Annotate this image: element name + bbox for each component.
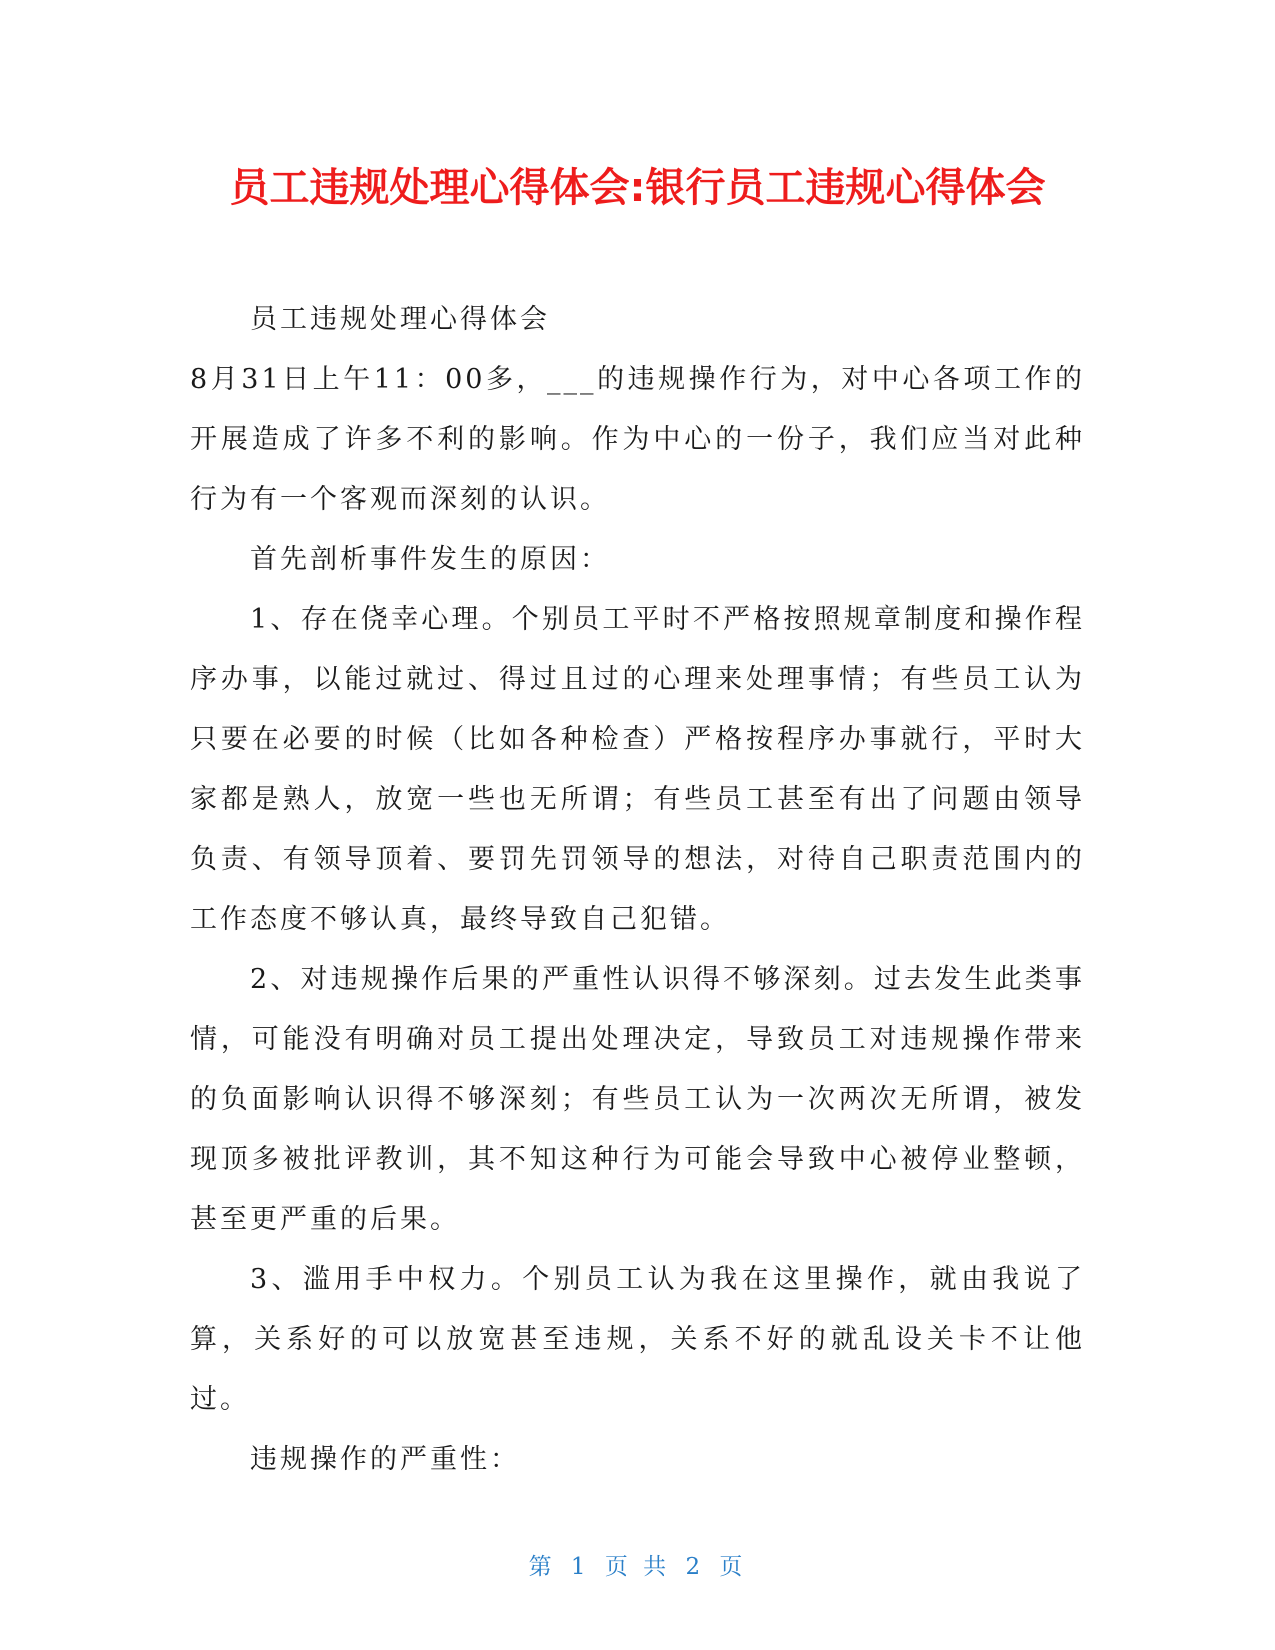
document-body <box>190 290 1085 1490</box>
document-title: 员工违规处理心得体会:银行员工违规心得体会 <box>229 165 1046 211</box>
page-prefix: 第 <box>528 1554 556 1580</box>
paragraph-cause-heading: 首先剖析事件发生的原因： <box>250 544 610 575</box>
paragraph-cause-2: 2、对违规操作后果的严重性认识得不够深刻。过去发生此类事情，可能没有明确对员工提出处理决定，导致员工对违规操作带来的负面影响认识得不够深刻；有些员工认为一次两次无所谓，被发现顶多被批评教训，其不知这种行为可能会导致中心被停业整顿，甚至更严重的后果。 <box>190 964 1085 1235</box>
paragraph-cause-3: 3、滥用手中权力。个别员工认为我在这里操作，就由我说了算，关系好的可以放宽甚至违规，关系不好的就乱设关卡不让他过。 <box>190 1264 1085 1415</box>
page-total: 2 <box>685 1554 705 1580</box>
paragraph-intro: 8月31日上午11：00多，___的违规操作行为，对中心各项工作的开展造成了许多不利的影响。作为中心的一份子，我们应当对此种行为有一个客观而深刻的认识。 <box>190 364 1085 515</box>
page-number-footer <box>0 1548 1275 1581</box>
page-suffix: 页 <box>719 1554 747 1580</box>
paragraph-cause-1: 1、存在侥幸心理。个别员工平时不严格按照规章制度和操作程序办事，以能过就过、得过且过的心理来处理事情；有些员工认为只要在必要的时候（比如各种检查）严格按程序办事就行，平时大家都是熟人，放宽一些也无所谓；有些员工甚至有出了问题由领导负责、有领导顶着、要罚先罚领导的想法，对待自己职责范围内的工作态度不够认真，最终导致自己犯错。 <box>190 604 1085 935</box>
page-middle: 页 共 <box>604 1554 671 1580</box>
paragraph-severity-heading: 违规操作的严重性： <box>250 1444 520 1475</box>
paragraph-subtitle: 员工违规处理心得体会 <box>250 304 550 335</box>
page-current: 1 <box>570 1554 590 1580</box>
